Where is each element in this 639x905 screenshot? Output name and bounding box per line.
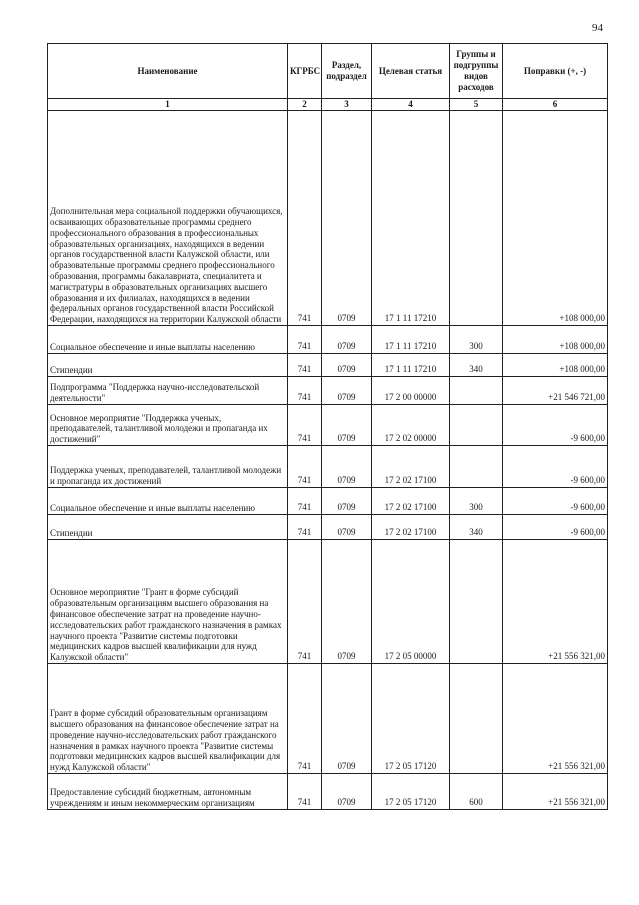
row-amount: +21 556 321,00 <box>503 540 608 664</box>
row-amount: -9 600,00 <box>503 446 608 488</box>
column-header-group: Группы и подгруппы видов расходов <box>450 44 503 99</box>
table-row <box>48 111 608 326</box>
column-header-amount: Поправки (+, -) <box>503 44 608 99</box>
row-name: Грант в форме субсидий образовательным организациям высшего образования на финансовое обеспечение затрат на проведение научно-исследовательских работ гражданского назначения в рамках научного проекта "Развитие системы подготовки медицинских кадров высшей квалификации для нужд Калужской области" <box>48 664 288 774</box>
column-header-target: Целевая статья <box>372 44 450 99</box>
row-target: 17 2 00 00000 <box>372 377 450 405</box>
row-target: 17 2 05 00000 <box>372 540 450 664</box>
row-group: 600 <box>450 774 503 810</box>
table-row <box>48 664 608 774</box>
row-kgrbs: 741 <box>288 405 322 446</box>
column-header-kgrbs: КГРБС <box>288 44 322 99</box>
row-kgrbs: 741 <box>288 446 322 488</box>
row-section: 0709 <box>322 446 372 488</box>
column-index: 6 <box>503 99 608 111</box>
page-number: 94 <box>592 22 603 34</box>
row-group <box>450 111 503 326</box>
column-index: 4 <box>372 99 450 111</box>
budget-table <box>47 43 608 810</box>
table-row <box>48 405 608 446</box>
row-amount: +21 556 321,00 <box>503 774 608 810</box>
row-target: 17 2 02 17100 <box>372 515 450 540</box>
row-amount: -9 600,00 <box>503 405 608 446</box>
table-row <box>48 774 608 810</box>
row-section: 0709 <box>322 664 372 774</box>
column-index: 5 <box>450 99 503 111</box>
row-target: 17 1 11 17210 <box>372 354 450 377</box>
row-kgrbs: 741 <box>288 377 322 405</box>
row-kgrbs: 741 <box>288 774 322 810</box>
column-index: 1 <box>48 99 288 111</box>
row-group <box>450 664 503 774</box>
row-section: 0709 <box>322 111 372 326</box>
row-group <box>450 446 503 488</box>
table-row <box>48 377 608 405</box>
row-target: 17 2 02 17100 <box>372 488 450 515</box>
row-kgrbs: 741 <box>288 326 322 354</box>
row-name: Основное мероприятие "Грант в форме субсидий образовательным организациям высшего образования на финансовое обеспечение затрат на проведение научно-исследовательских работ гражданского назначения в рамках научного проекта "Развитие системы подготовки медицинских кадров высшей квалификации для нужд Калужской области" <box>48 540 288 664</box>
row-section: 0709 <box>322 377 372 405</box>
row-group <box>450 377 503 405</box>
row-amount: +108 000,00 <box>503 111 608 326</box>
row-group: 300 <box>450 488 503 515</box>
row-name: Основное мероприятие "Поддержка ученых, преподавателей, талантливой молодежи и пропаганда их достижений" <box>48 405 288 446</box>
header-row <box>48 44 608 99</box>
row-target: 17 1 11 17210 <box>372 111 450 326</box>
row-kgrbs: 741 <box>288 488 322 515</box>
row-amount: +21 546 721,00 <box>503 377 608 405</box>
row-target: 17 2 05 17120 <box>372 664 450 774</box>
column-header-name: Наименование <box>48 44 288 99</box>
row-group <box>450 405 503 446</box>
table-row <box>48 326 608 354</box>
row-section: 0709 <box>322 405 372 446</box>
row-target: 17 1 11 17210 <box>372 326 450 354</box>
row-name: Социальное обеспечение и иные выплаты населению <box>48 488 288 515</box>
row-kgrbs: 741 <box>288 111 322 326</box>
table-row <box>48 446 608 488</box>
row-amount: +108 000,00 <box>503 326 608 354</box>
row-section: 0709 <box>322 488 372 515</box>
row-name: Стипендии <box>48 515 288 540</box>
row-kgrbs: 741 <box>288 664 322 774</box>
row-kgrbs: 741 <box>288 354 322 377</box>
row-kgrbs: 741 <box>288 540 322 664</box>
row-name: Стипендии <box>48 354 288 377</box>
table-row <box>48 540 608 664</box>
row-name: Социальное обеспечение и иные выплаты населению <box>48 326 288 354</box>
row-name: Подпрограмма "Поддержка научно-исследовательской деятельности" <box>48 377 288 405</box>
row-group: 340 <box>450 354 503 377</box>
table-row <box>48 354 608 377</box>
row-group <box>450 540 503 664</box>
table-row <box>48 488 608 515</box>
row-amount: +21 556 321,00 <box>503 664 608 774</box>
row-section: 0709 <box>322 354 372 377</box>
table-row <box>48 515 608 540</box>
row-name: Предоставление субсидий бюджетным, автономным учреждениям и иным некоммерческим организациям <box>48 774 288 810</box>
column-index: 3 <box>322 99 372 111</box>
row-name: Поддержка ученых, преподавателей, талантливой молодежи и пропаганда их достижений <box>48 446 288 488</box>
row-section: 0709 <box>322 540 372 664</box>
row-kgrbs: 741 <box>288 515 322 540</box>
row-target: 17 2 02 17100 <box>372 446 450 488</box>
row-group: 300 <box>450 326 503 354</box>
row-target: 17 2 02 00000 <box>372 405 450 446</box>
row-amount: +108 000,00 <box>503 354 608 377</box>
column-index: 2 <box>288 99 322 111</box>
row-name: Дополнительная мера социальной поддержки обучающихся, осваивающих образовательные программы среднего профессионального образования в профессиональных образовательных организациях, находящихся в ведении органов государственной власти Калужской области, или образовательные программы среднего профессионального образования, программы бакалавриата, специалитета и магистратуры в образовательных организациях высшего образования и их филиалах, находящихся в ведении федеральных органов государственной власти Российской Федерации, находящихся на территории Калужской области <box>48 111 288 326</box>
row-group: 340 <box>450 515 503 540</box>
row-amount: -9 600,00 <box>503 515 608 540</box>
row-target: 17 2 05 17120 <box>372 774 450 810</box>
column-header-section: Раздел, подраздел <box>322 44 372 99</box>
row-section: 0709 <box>322 326 372 354</box>
row-amount: -9 600,00 <box>503 488 608 515</box>
row-section: 0709 <box>322 774 372 810</box>
column-index-row <box>48 99 608 111</box>
row-section: 0709 <box>322 515 372 540</box>
